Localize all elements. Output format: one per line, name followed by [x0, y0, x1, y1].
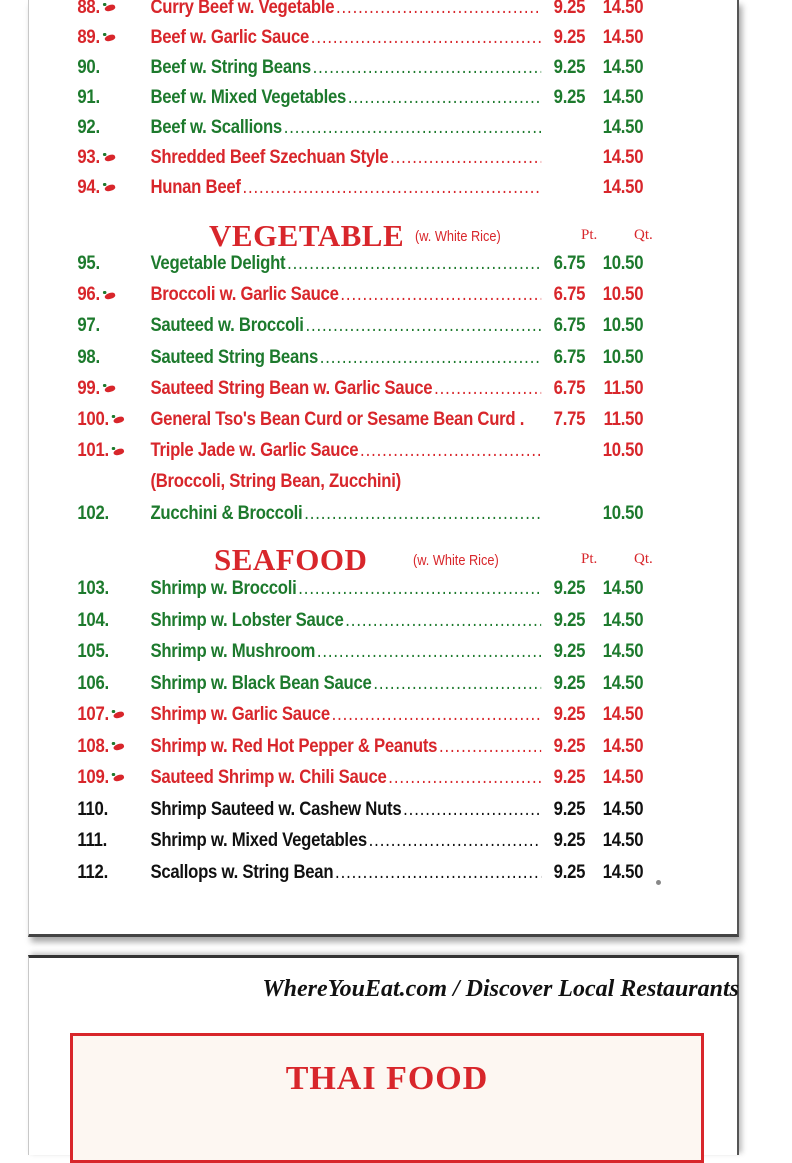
- dot-leader: [305, 315, 541, 337]
- dot-leader: [345, 610, 541, 632]
- seafood-heading: [29, 542, 740, 582]
- quart-price: 14.50: [602, 177, 644, 198]
- item-number-text: 96.: [77, 284, 100, 306]
- pint-price: 9.25: [553, 672, 586, 694]
- item-name: Beef w. Mixed Vegetables: [150, 87, 347, 108]
- quart-price: 14.50: [602, 609, 644, 631]
- item-name: Beef w. Garlic Sauce: [150, 27, 310, 48]
- item-line: [150, 610, 643, 632]
- section-title: VEGETABLE: [209, 218, 405, 253]
- quart-price: 14.50: [602, 798, 644, 820]
- item-line: [150, 578, 643, 600]
- pint-label: Pt.: [581, 551, 598, 567]
- menu-item-row: [29, 57, 655, 85]
- item-line: [150, 0, 643, 19]
- item-number: [77, 87, 99, 109]
- menu-item-row: [29, 673, 655, 701]
- pint-price: 9.25: [553, 767, 586, 788]
- quart-price: 10.50: [602, 346, 644, 368]
- item-number: [77, 177, 116, 199]
- item-name: Sauteed Shrimp w. Chili Sauce: [150, 767, 387, 788]
- menu-item-row: [29, 799, 655, 827]
- quart-price: 14.50: [602, 117, 644, 138]
- pepper-icon: [102, 154, 116, 161]
- item-name: Shrimp Sauteed w. Cashew Nuts: [150, 798, 402, 820]
- item-number: [77, 578, 108, 600]
- item-number-text: 110.: [77, 798, 108, 820]
- item-number: [77, 117, 99, 139]
- quart-price: 14.50: [602, 704, 644, 725]
- item-number-text: 100.: [77, 409, 109, 430]
- dot-leader: [348, 87, 541, 109]
- item-line: [150, 117, 643, 139]
- pint-price: 9.25: [553, 704, 586, 725]
- menu-item-row: [29, 704, 655, 732]
- section-note: (w. White Rice): [415, 228, 501, 245]
- item-name: Broccoli w. Garlic Sauce: [150, 284, 339, 306]
- pint-price: 9.25: [553, 609, 586, 631]
- quart-price: 14.50: [602, 735, 644, 757]
- quart-price: 14.50: [602, 767, 644, 788]
- item-name: Shrimp w. Mixed Vegetables: [150, 830, 367, 851]
- item-number: [77, 378, 116, 400]
- pint-price: 9.25: [553, 0, 586, 18]
- menu-item-row: [29, 347, 655, 375]
- quart-price: 10.50: [602, 440, 644, 462]
- item-number-text: 89.: [77, 27, 100, 48]
- item-line: [150, 799, 643, 821]
- pepper-icon: [112, 711, 126, 718]
- menu-item-row: [29, 440, 655, 468]
- pint-price: 7.75: [553, 409, 586, 430]
- quart-label: Qt.: [634, 227, 653, 243]
- item-name: Shrimp w. Lobster Sauce: [150, 609, 344, 631]
- quart-price: 14.50: [602, 578, 644, 599]
- item-number: [77, 830, 107, 852]
- item-line: [150, 177, 643, 199]
- menu-item-row: [29, 284, 655, 312]
- item-line: [150, 736, 643, 758]
- item-line: [150, 641, 643, 663]
- item-line: [150, 315, 643, 337]
- dot-leader: [403, 799, 541, 821]
- thai-food-title: THAI FOOD: [285, 1060, 489, 1097]
- item-line: [150, 147, 643, 169]
- source-link[interactable]: WhereYouEat.com / Discover Local Restaurants: [262, 976, 739, 1002]
- item-description-text: (Broccoli, String Bean, Zucchini): [150, 471, 401, 493]
- item-number: [77, 440, 125, 462]
- item-number: [77, 673, 108, 695]
- pint-price: 6.75: [553, 284, 586, 306]
- pepper-icon: [102, 385, 116, 392]
- quart-price: 10.50: [602, 253, 644, 274]
- item-number: [77, 704, 125, 726]
- menu-item-row: [29, 578, 655, 606]
- pint-price: 9.25: [553, 735, 586, 757]
- item-name: Sauteed String Bean w. Garlic Sauce: [150, 377, 433, 399]
- menu-item-row: [29, 610, 655, 638]
- item-number-text: 109.: [77, 767, 109, 788]
- item-number-text: 99.: [77, 377, 100, 399]
- item-line: [150, 284, 643, 306]
- item-number: [77, 0, 116, 19]
- item-number-text: 102.: [77, 502, 109, 524]
- item-line: [150, 253, 643, 275]
- dot-leader: [336, 0, 541, 19]
- pint-price: 9.25: [553, 641, 586, 662]
- menu-item-row: [29, 409, 655, 437]
- item-line: [150, 704, 643, 726]
- menu-item-row: [29, 177, 655, 205]
- item-line: [150, 378, 643, 400]
- item-line: [150, 409, 643, 431]
- item-line: [150, 347, 643, 369]
- dot-leader: [369, 830, 542, 852]
- item-number: [77, 799, 108, 821]
- pint-price: 9.25: [553, 578, 586, 599]
- item-name: Sauteed w. Broccoli: [150, 315, 304, 337]
- quart-price: 10.50: [602, 502, 644, 524]
- dot-leader: [284, 117, 541, 139]
- item-number: [77, 736, 125, 758]
- item-name: Curry Beef w. Vegetable: [150, 0, 335, 18]
- dot-leader: [320, 347, 541, 369]
- item-number-text: 94.: [77, 177, 100, 198]
- pint-label: Pt.: [581, 227, 598, 243]
- quart-price: 14.50: [602, 830, 644, 851]
- pint-price: 9.25: [553, 57, 586, 78]
- pepper-icon: [102, 4, 116, 11]
- item-number: [77, 284, 116, 306]
- item-line: [150, 862, 643, 884]
- dot-leader: [304, 503, 541, 525]
- menu-item-row: [29, 641, 655, 669]
- item-name: Triple Jade w. Garlic Sauce: [150, 440, 359, 462]
- thai-food-box: [70, 1033, 704, 1163]
- menu-item-row: [29, 830, 655, 858]
- pint-price: 6.75: [553, 315, 586, 337]
- item-number-text: 101.: [77, 440, 109, 462]
- dot-leader: [439, 736, 541, 758]
- item-number: [77, 147, 116, 169]
- menu-page-upper: [28, 0, 739, 937]
- quart-price: 14.50: [602, 861, 644, 883]
- item-name: General Tso's Bean Curd or Sesame Bean Curd .: [150, 409, 525, 430]
- item-number: [77, 347, 99, 369]
- item-number: [77, 503, 108, 525]
- pint-price: 9.25: [553, 830, 586, 851]
- item-name: Beef w. Scallions: [150, 117, 282, 138]
- item-line: [150, 87, 643, 109]
- dot-leader: [388, 767, 541, 789]
- quart-price: 14.50: [602, 641, 644, 662]
- dot-leader: [434, 378, 541, 400]
- quart-price: 14.50: [602, 57, 644, 78]
- pint-price: 9.25: [553, 87, 586, 108]
- pepper-icon: [112, 743, 126, 750]
- dot-leader: [340, 284, 541, 306]
- dot-leader: [242, 177, 541, 199]
- menu-item-row: [29, 0, 655, 25]
- menu-item-row: [29, 253, 655, 281]
- quart-price: 14.50: [602, 0, 644, 18]
- item-name: Vegetable Delight: [150, 253, 286, 274]
- pepper-icon: [102, 34, 116, 41]
- pint-price: 9.25: [553, 798, 586, 820]
- dot-leader: [332, 704, 542, 726]
- pepper-icon: [112, 416, 126, 423]
- item-line: [150, 767, 643, 789]
- pepper-icon: [112, 774, 126, 781]
- quart-label: Qt.: [634, 551, 653, 567]
- item-line: [150, 57, 643, 79]
- pint-price: 9.25: [553, 861, 586, 883]
- quart-price: 10.50: [602, 284, 644, 306]
- item-number: [77, 253, 99, 275]
- item-number-text: 103.: [77, 578, 109, 599]
- quart-price: 14.50: [602, 672, 644, 694]
- item-name: Shrimp w. Black Bean Sauce: [150, 672, 372, 694]
- pepper-icon: [112, 448, 126, 455]
- menu-item-row: [29, 503, 655, 531]
- quart-price: 14.50: [602, 27, 644, 48]
- menu-item-row: [29, 27, 655, 55]
- item-number-text: 90.: [77, 57, 100, 78]
- pint-price: 6.75: [553, 253, 586, 274]
- print-speck: [656, 880, 661, 885]
- item-name: Scallops w. String Bean: [150, 861, 334, 883]
- menu-item-row: [29, 147, 655, 175]
- item-line: [150, 440, 643, 462]
- dot-leader: [313, 57, 542, 79]
- menu-item-row: [29, 315, 655, 343]
- item-number-text: 111.: [77, 830, 108, 851]
- item-name: Shrimp w. Mushroom: [150, 641, 316, 662]
- pint-price: 6.75: [553, 377, 586, 399]
- section-title: SEAFOOD: [214, 542, 368, 577]
- dot-leader: [335, 862, 541, 884]
- item-number: [77, 27, 116, 49]
- item-number-text: 108.: [77, 735, 109, 757]
- item-number-text: 97.: [77, 315, 100, 337]
- dot-leader: [390, 147, 541, 169]
- item-number: [77, 57, 99, 79]
- item-number-text: 93.: [77, 147, 100, 168]
- vegetable-heading: [29, 218, 740, 258]
- item-number-text: 95.: [77, 253, 100, 274]
- item-number: [77, 767, 125, 789]
- quart-price: 14.50: [602, 87, 644, 108]
- quart-price: 14.50: [602, 147, 644, 168]
- item-name: Zucchini & Broccoli: [150, 502, 303, 524]
- item-number-text: 91.: [77, 87, 100, 108]
- item-line: [150, 830, 643, 852]
- item-number-text: 92.: [77, 117, 100, 138]
- pint-price: 6.75: [553, 346, 586, 368]
- dot-leader: [373, 673, 541, 695]
- item-name: Shrimp w. Red Hot Pepper & Peanuts: [150, 735, 438, 757]
- item-line: [150, 503, 643, 525]
- item-name: Beef w. String Beans: [150, 57, 311, 78]
- quart-price: 10.50: [602, 315, 644, 337]
- menu-item-row: [29, 767, 655, 795]
- menu-item-row: [29, 862, 655, 890]
- dot-leader: [317, 641, 541, 663]
- menu-item-row: [29, 87, 655, 115]
- pepper-icon: [102, 292, 116, 299]
- quart-price: 11.50: [603, 409, 644, 430]
- item-number-text: 112.: [77, 861, 108, 883]
- item-number: [77, 610, 108, 632]
- item-line: [150, 673, 643, 695]
- item-number-text: 106.: [77, 672, 109, 694]
- dot-leader: [311, 27, 541, 49]
- item-number-text: 107.: [77, 704, 109, 725]
- item-number-text: 98.: [77, 346, 100, 368]
- item-number: [77, 409, 125, 431]
- item-name: Shrimp w. Garlic Sauce: [150, 704, 330, 725]
- menu-item-row: [29, 378, 655, 406]
- dot-leader: [298, 578, 541, 600]
- item-number-text: 105.: [77, 641, 109, 662]
- menu-item-row: [29, 117, 655, 145]
- quart-price: 11.50: [603, 377, 644, 399]
- item-name: Shredded Beef Szechuan Style: [150, 147, 389, 168]
- item-number: [77, 862, 108, 884]
- section-note: (w. White Rice): [413, 552, 499, 569]
- dot-leader: [360, 440, 541, 462]
- item-name: Shrimp w. Broccoli: [150, 578, 297, 599]
- item-number-text: 104.: [77, 609, 109, 631]
- pint-price: 9.25: [553, 27, 586, 48]
- item-name: Hunan Beef: [150, 177, 241, 198]
- item-name: Sauteed String Beans: [150, 346, 318, 368]
- item-number: [77, 315, 99, 337]
- menu-item-row: [29, 736, 655, 764]
- item-number: [77, 641, 108, 663]
- item-number-text: 88.: [77, 0, 100, 18]
- item-line: [150, 27, 643, 49]
- dot-leader: [287, 253, 541, 275]
- menu-item-description: [29, 471, 655, 499]
- pepper-icon: [102, 184, 116, 191]
